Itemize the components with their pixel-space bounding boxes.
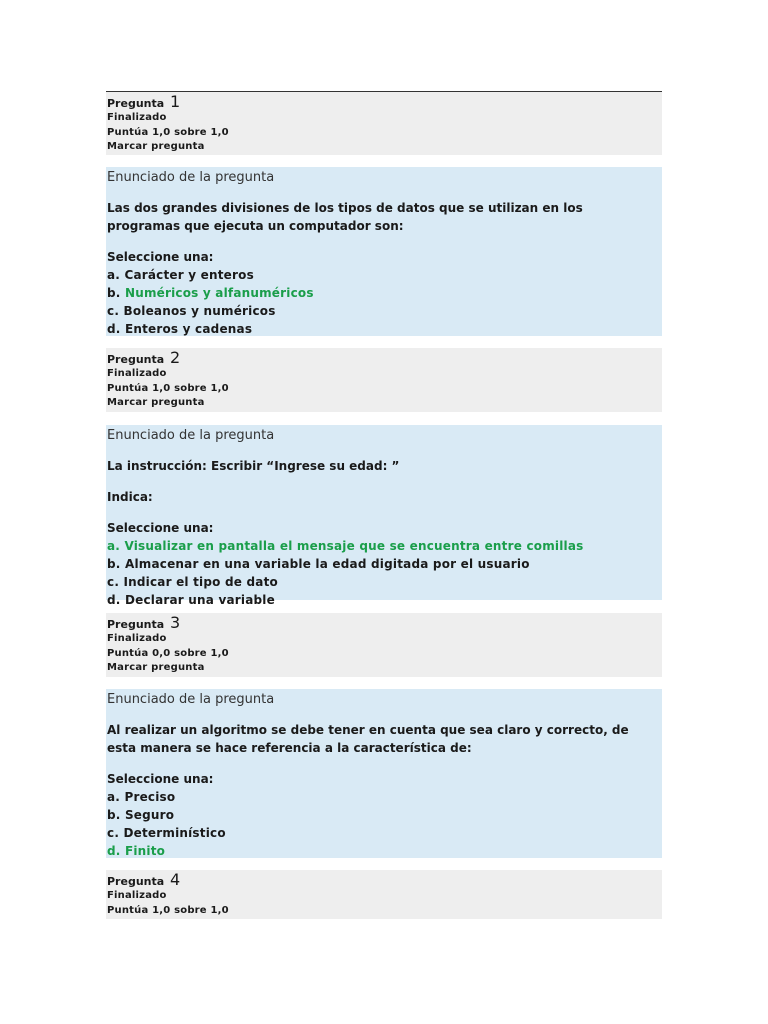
flag-question-link[interactable]: Marcar pregunta <box>107 141 205 152</box>
question-3-info <box>106 613 662 677</box>
question-score: Puntúa 1,0 sobre 1,0 <box>107 126 229 138</box>
question-number: 2 <box>170 348 181 367</box>
question-status: Finalizado <box>107 368 167 379</box>
question-label: Pregunta <box>107 618 165 631</box>
answer-option-a[interactable] <box>107 266 662 284</box>
question-score: Puntúa 0,0 sobre 1,0 <box>107 647 229 659</box>
answer-text: Boleanos y numéricos <box>123 304 276 318</box>
answer-letter: c. <box>107 826 120 840</box>
statement-heading: Enunciado de la pregunta <box>107 428 275 443</box>
question-status: Finalizado <box>107 112 167 123</box>
statement-heading: Enunciado de la pregunta <box>107 170 275 185</box>
question-number: 1 <box>170 92 181 111</box>
question-text-line: Las dos grandes divisiones de los tipos de datos que se utilizan en los <box>107 201 583 215</box>
select-one-label: Seleccione una: <box>107 250 214 264</box>
question-label: Pregunta <box>107 875 165 888</box>
question-text <box>107 457 662 475</box>
answer-letter: c. <box>107 575 120 589</box>
question-status: Finalizado <box>107 633 167 644</box>
question-text <box>107 199 662 235</box>
flag-question-link[interactable]: Marcar pregunta <box>107 662 205 673</box>
question-score: Puntúa 1,0 sobre 1,0 <box>107 904 229 916</box>
question-number: 4 <box>170 870 181 889</box>
question-number-heading <box>107 94 662 111</box>
question-label: Pregunta <box>107 353 165 366</box>
question-4-info <box>106 870 662 919</box>
answer-letter: d. <box>107 593 121 607</box>
question-number-heading <box>107 872 662 889</box>
question-status: Finalizado <box>107 890 167 901</box>
answer-option-b[interactable] <box>107 806 662 824</box>
question-score: Puntúa 1,0 sobre 1,0 <box>107 382 229 394</box>
answer-letter: a. <box>107 268 121 282</box>
answer-option-a[interactable] <box>107 788 662 806</box>
answer-letter: a. <box>107 790 121 804</box>
answer-option-c[interactable] <box>107 573 662 591</box>
question-2-info <box>106 348 662 412</box>
statement-heading: Enunciado de la pregunta <box>107 692 275 707</box>
answer-option-a[interactable] <box>107 537 662 555</box>
answer-text: Carácter y enteros <box>124 268 254 282</box>
select-one-label: Seleccione una: <box>107 521 214 535</box>
answer-text: Seguro <box>124 808 175 822</box>
question-2-content <box>106 425 662 607</box>
answer-text: Enteros y cadenas <box>124 322 253 336</box>
answer-letter: c. <box>107 304 120 318</box>
answer-text-correct: Finito <box>124 844 166 858</box>
question-text-line: Al realizar un algoritmo se debe tener en cuenta que sea claro y correcto, de <box>107 723 629 737</box>
flag-question-link[interactable]: Marcar pregunta <box>107 397 205 408</box>
answer-text-correct: Visualizar en pantalla el mensaje que se encuentra entre comillas <box>124 539 584 553</box>
select-one-label: Seleccione una: <box>107 772 214 786</box>
question-label: Pregunta <box>107 97 165 110</box>
answer-letter-correct: a. <box>107 539 121 553</box>
answer-letter-correct: d. <box>107 844 121 858</box>
question-number-heading <box>107 350 662 367</box>
answer-option-d[interactable] <box>107 842 662 860</box>
answer-text: Almacenar en una variable la edad digitada por el usuario <box>124 557 530 571</box>
answer-option-d[interactable] <box>107 320 662 338</box>
answer-letter: b. <box>107 286 121 300</box>
answer-letter: b. <box>107 808 121 822</box>
answer-option-d[interactable] <box>107 591 662 609</box>
question-text-line: La instrucción: Escribir “Ingrese su edad: ” <box>107 459 400 473</box>
answer-text: Determinístico <box>123 826 226 840</box>
question-text-line: programas que ejecuta un computador son: <box>107 219 404 233</box>
question-3-content <box>106 689 662 858</box>
question-text-line: esta manera se hace referencia a la característica de: <box>107 741 472 755</box>
answer-option-b[interactable] <box>107 284 662 302</box>
answer-option-c[interactable] <box>107 302 662 320</box>
question-text <box>107 721 662 757</box>
answer-text: Indicar el tipo de dato <box>123 575 278 589</box>
answer-option-b[interactable] <box>107 555 662 573</box>
answer-letter: d. <box>107 322 121 336</box>
answer-option-c[interactable] <box>107 824 662 842</box>
question-extra-text: Indica: <box>107 490 153 504</box>
answer-text: Declarar una variable <box>124 593 275 607</box>
question-number-heading <box>107 615 662 632</box>
answer-text: Preciso <box>124 790 176 804</box>
answer-letter: b. <box>107 557 121 571</box>
question-1-content <box>106 167 662 336</box>
question-1-info <box>106 92 662 155</box>
question-number: 3 <box>170 613 181 632</box>
answer-text-correct: Numéricos y alfanuméricos <box>124 286 314 300</box>
